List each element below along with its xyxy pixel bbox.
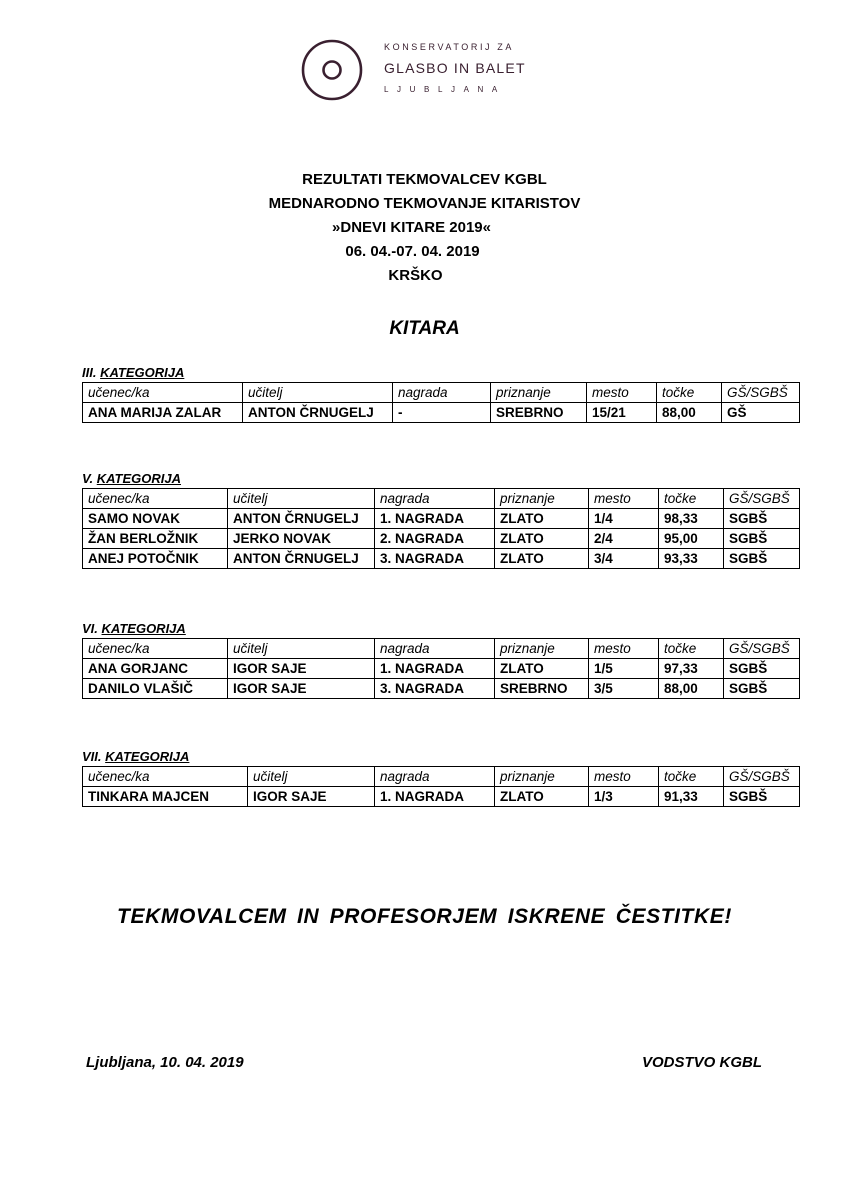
category-block [82, 620, 799, 699]
column-header: mesto [589, 639, 659, 659]
table-cell: 1/4 [589, 509, 659, 529]
column-header: učenec/ka [83, 767, 248, 787]
table-cell: ZLATO [495, 509, 589, 529]
table-cell: ANEJ POTOČNIK [83, 549, 228, 569]
table-row [83, 549, 800, 569]
column-header: učenec/ka [83, 489, 228, 509]
table-cell: SREBRNO [491, 403, 587, 423]
category-block [82, 748, 799, 807]
results-table [82, 382, 800, 423]
instrument-title: KITARA [389, 318, 460, 339]
table-cell: ANTON ČRNUGELJ [228, 509, 375, 529]
category-number: V. [82, 471, 94, 486]
table-cell: SGBŠ [724, 509, 800, 529]
category-title [82, 748, 799, 766]
logo-text-line3: LJUBLJANA [384, 85, 506, 94]
table-cell: SGBŠ [724, 679, 800, 699]
column-header: GŠ/SGBŠ [724, 767, 800, 787]
table-cell: 3/4 [589, 549, 659, 569]
table-cell: 98,33 [659, 509, 724, 529]
place-and-date: Ljubljana, 10. 04. 2019 [86, 1054, 244, 1071]
table-cell: 3. NAGRADA [375, 679, 495, 699]
table-cell: SGBŠ [724, 787, 800, 807]
table-row [83, 787, 800, 807]
table-cell: IGOR SAJE [228, 679, 375, 699]
table-header-row [83, 639, 800, 659]
column-header: nagrada [375, 639, 495, 659]
table-cell: ANTON ČRNUGELJ [243, 403, 393, 423]
table-cell: 93,33 [659, 549, 724, 569]
table-row [83, 403, 800, 423]
table-header-row [83, 489, 800, 509]
table-cell: DANILO VLAŠIČ [83, 679, 228, 699]
header-dates: 06. 04.-07. 04. 2019 [345, 243, 480, 260]
table-cell: 15/21 [587, 403, 657, 423]
table-cell: ZLATO [495, 529, 589, 549]
table-cell: 91,33 [659, 787, 724, 807]
category-title [82, 470, 799, 488]
column-header: točke [659, 639, 724, 659]
table-cell: ANTON ČRNUGELJ [228, 549, 375, 569]
category-number: III. [82, 365, 97, 380]
column-header: GŠ/SGBŠ [724, 489, 800, 509]
column-header: priznanje [495, 767, 589, 787]
table-cell: 3/5 [589, 679, 659, 699]
results-table [82, 766, 800, 807]
column-header: nagrada [375, 489, 495, 509]
column-header: GŠ/SGBŠ [724, 639, 800, 659]
table-header-row [83, 383, 800, 403]
table-cell: - [393, 403, 491, 423]
category-title [82, 364, 799, 382]
table-cell: ZLATO [495, 549, 589, 569]
column-header: učenec/ka [83, 639, 228, 659]
header-title: REZULTATI TEKMOVALCEV KGBL [302, 171, 547, 188]
table-cell: 1. NAGRADA [375, 659, 495, 679]
table-cell: SGBŠ [724, 659, 800, 679]
table-cell: 97,33 [659, 659, 724, 679]
logo-text-line1: KONSERVATORIJ ZA [384, 42, 514, 52]
header-competition: MEDNARODNO TEKMOVANJE KITARISTOV [268, 195, 581, 212]
category-title [82, 620, 799, 638]
table-cell: 88,00 [657, 403, 722, 423]
table-row [83, 659, 800, 679]
header-event-name: »DNEVI KITARE 2019« [332, 219, 491, 236]
table-cell: JERKO NOVAK [228, 529, 375, 549]
category-label: KATEGORIJA [100, 365, 185, 380]
table-header-row [83, 767, 800, 787]
column-header: točke [657, 383, 722, 403]
column-header: priznanje [495, 639, 589, 659]
column-header: učitelj [248, 767, 375, 787]
table-cell: 1. NAGRADA [375, 509, 495, 529]
table-cell: IGOR SAJE [228, 659, 375, 679]
table-cell: SGBŠ [724, 549, 800, 569]
column-header: mesto [589, 489, 659, 509]
table-cell: 2/4 [589, 529, 659, 549]
table-cell: 3. NAGRADA [375, 549, 495, 569]
category-number: VII. [82, 749, 102, 764]
table-cell: 95,00 [659, 529, 724, 549]
congratulations-message: TEKMOVALCEM IN PROFESORJEM ISKRENE ČESTITKE! [117, 905, 732, 928]
table-cell: SAMO NOVAK [83, 509, 228, 529]
category-number: VI. [82, 621, 98, 636]
header-location: KRŠKO [388, 267, 443, 284]
results-table [82, 488, 800, 569]
column-header: učenec/ka [83, 383, 243, 403]
column-header: priznanje [495, 489, 589, 509]
table-cell: TINKARA MAJCEN [83, 787, 248, 807]
table-cell: 2. NAGRADA [375, 529, 495, 549]
table-cell: IGOR SAJE [248, 787, 375, 807]
table-cell: SGBŠ [724, 529, 800, 549]
column-header: nagrada [393, 383, 491, 403]
column-header: nagrada [375, 767, 495, 787]
category-label: KATEGORIJA [105, 749, 190, 764]
column-header: učitelj [243, 383, 393, 403]
column-header: priznanje [491, 383, 587, 403]
column-header: mesto [587, 383, 657, 403]
column-header: točke [659, 489, 724, 509]
table-cell: 1/3 [589, 787, 659, 807]
category-block [82, 470, 799, 569]
table-cell: ANA MARIJA ZALAR [83, 403, 243, 423]
table-cell: ANA GORJANC [83, 659, 228, 679]
table-cell: 1/5 [589, 659, 659, 679]
table-row [83, 679, 800, 699]
category-label: KATEGORIJA [96, 471, 181, 486]
logo-text-line2: GLASBO IN BALET [384, 60, 526, 76]
column-header: učitelj [228, 639, 375, 659]
signature: VODSTVO KGBL [642, 1054, 763, 1071]
table-cell: ŽAN BERLOŽNIK [83, 529, 228, 549]
table-cell: GŠ [722, 403, 800, 423]
results-table [82, 638, 800, 699]
document-header [0, 168, 849, 288]
category-label: KATEGORIJA [101, 621, 186, 636]
table-cell: 1. NAGRADA [375, 787, 495, 807]
table-cell: ZLATO [495, 787, 589, 807]
table-row [83, 529, 800, 549]
table-cell: ZLATO [495, 659, 589, 679]
table-cell: SREBRNO [495, 679, 589, 699]
column-header: učitelj [228, 489, 375, 509]
table-row [83, 509, 800, 529]
table-cell: 88,00 [659, 679, 724, 699]
column-header: mesto [589, 767, 659, 787]
column-header: točke [659, 767, 724, 787]
school-logo [300, 38, 560, 102]
category-block [82, 364, 799, 423]
logo-circle-icon [300, 38, 364, 102]
column-header: GŠ/SGBŠ [722, 383, 800, 403]
